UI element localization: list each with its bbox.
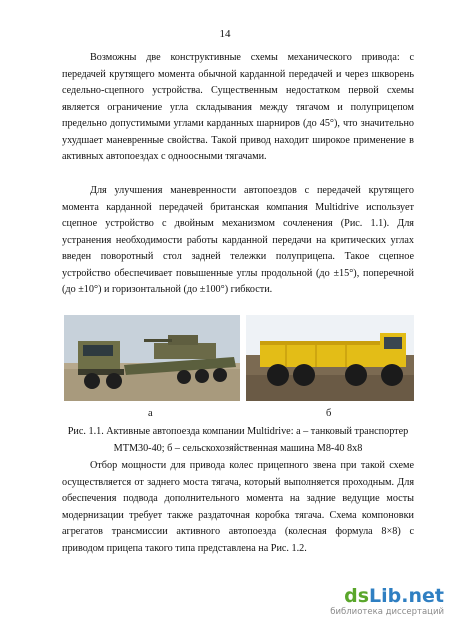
paragraph-2: Для улучшения маневренности автопоездов с передачей крутящего момента карданной передачей британская компания Multidrive использует сцепное устройство с двойным механизмом сочленения (Рис. 1.1). Для устранения необходимости работы карданной передачи на критических углах введен поворотный стол задней тележки полуприцепа. Такое сцепное устройство обеспечивает повышенные углы продольной (до ±15°), поперечной (до ±10°) и горизонтальной (до ±100°) гибкости. [62, 185, 414, 295]
watermark-brand [320, 586, 444, 606]
photo-tank-transporter [64, 315, 240, 401]
figure-label-a: а [148, 408, 153, 419]
figure-label-b: б [326, 408, 332, 419]
photo-agricultural-machine [246, 315, 414, 401]
figure-caption: Рис. 1.1. Активные автопоезда компании Multidrive: а – танковый транспортер MTM30-40; б – сельскохозяйственная машина M8-40 8x8 [67, 426, 409, 454]
paragraph-1: Возможны две конструктивные схемы механического привода: с передачей крутящего момента обычной карданной передачей и через шкворень седельно-сцепного устройства. Существенным недостатком первой схемы является ограничение угла складывания между тягачом и полуприцепом предельно допустимыми углами карданных шарниров (до 45°), что значительно ухудшает маневренные свойства. Такой привод находит широкое применение в активных автопоездах с одноосными тягачами. [62, 52, 414, 162]
watermark-subtitle: библиотека диссертаций [330, 607, 444, 617]
watermark-lib: Lib [369, 585, 402, 607]
watermark-net: .net [401, 585, 444, 607]
watermark-logo [320, 586, 444, 617]
watermark-ds: ds [344, 585, 370, 607]
paragraph-3: Отбор мощности для привода колес прицепного звена при такой схеме осуществляется от заднего моста тягача, который выполняется проходным. Для обеспечения подвода дополнительного момента на задние ведущие мосты модернизации требует также раздаточная коробка тягача. Схема компоновки агрегатов трансмиссии активного автопоезда (колесная формула 8×8) с приводом прицепа такого типа представлена на Рис. 1.2. [62, 460, 414, 554]
page-number: 14 [219, 28, 231, 40]
